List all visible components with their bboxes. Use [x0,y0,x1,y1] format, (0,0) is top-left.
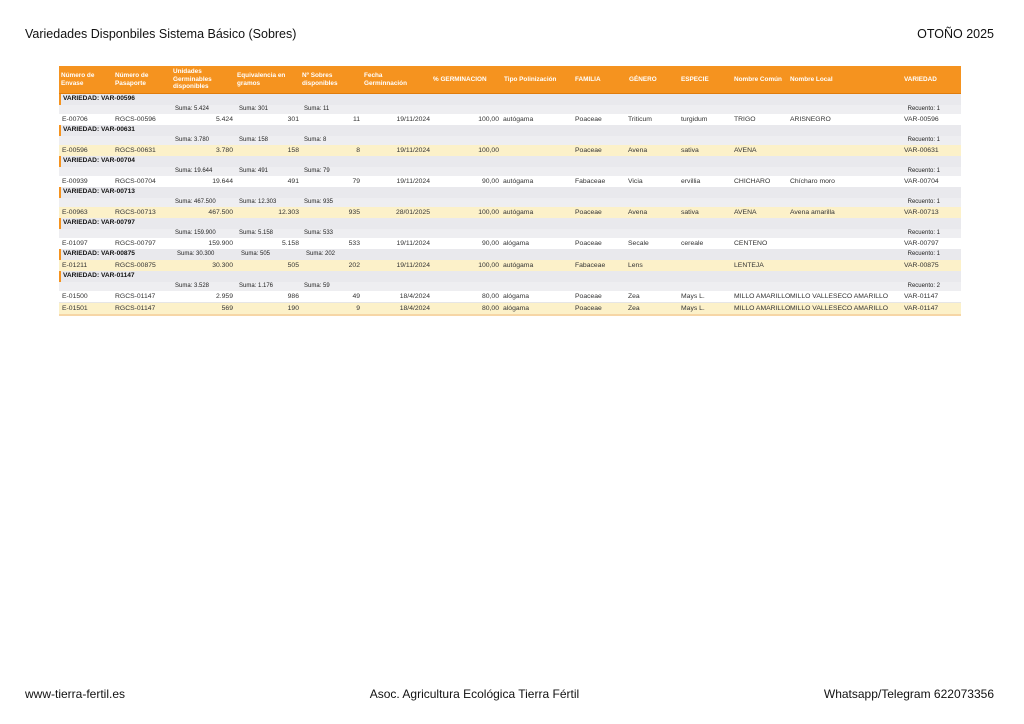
sum-gramos: Suma: 158 [239,137,269,143]
cell-especie: cereale [681,239,704,247]
cell-nombre-comun: AVENA [734,146,757,154]
sum-unidades: Suma: 30.300 [177,251,215,257]
table-row [59,260,961,271]
cell-genero: Lens [628,261,643,269]
sum-sobres: Suma: 8 [304,137,327,143]
sum-sobres: Suma: 533 [304,230,334,236]
cell-unidades: 3.780 [215,146,233,154]
varieties-report [59,66,961,316]
sum-gramos: Suma: 505 [241,251,271,257]
cell-germinacion: 80,00 [481,292,499,300]
column-header-especie: ESPECIE [681,75,709,83]
cell-fecha: 19/11/2024 [396,239,430,247]
cell-nombre-local: Avena amarilla [790,208,835,216]
cell-gramos: 505 [287,261,299,269]
cell-fecha: 18/4/2024 [399,304,430,312]
table-row [59,207,961,218]
cell-envase: E-01501 [62,304,88,312]
cell-envase: E-01097 [62,239,88,247]
sum-gramos: Suma: 12.303 [239,199,277,205]
cell-envase: E-00963 [62,208,88,216]
group-count: Recuento: 1 [907,137,940,143]
cell-sobres: 935 [348,208,360,216]
cell-especie: turgidum [681,115,708,123]
group-header [59,249,961,260]
cell-nombre-local: MILLO VALLESECO AMARILLO [790,304,889,312]
column-header-pasaporte: Número de Pasaporte [115,72,149,87]
group-count: Recuento: 1 [907,168,940,174]
group-sums [59,167,961,176]
footer-contact: Whatsapp/Telegram 622073356 [823,687,994,701]
cell-germinacion: 100,00 [478,261,499,269]
cell-pasaporte: RGCS-00875 [115,261,156,269]
sum-sobres: Suma: 79 [304,168,330,174]
cell-pasaporte: RGCS-00631 [115,146,156,154]
cell-unidades: 19.644 [212,177,233,185]
cell-gramos: 491 [287,177,299,185]
page-footer [25,687,994,701]
group-label: VARIEDAD: VAR-01147 [63,272,135,279]
footer-association: Asoc. Agricultura Ecológica Tierra Fértil [369,687,580,701]
cell-gramos: 5.158 [281,239,299,247]
sum-sobres: Suma: 935 [304,199,334,205]
cell-sobres: 8 [356,146,360,154]
cell-pasaporte: RGCS-00704 [115,177,156,185]
sum-unidades: Suma: 3.780 [175,137,210,143]
column-header-germinacion: % GERMINACION [433,75,487,83]
group-header [59,94,961,105]
group-label: VARIEDAD: VAR-00713 [63,188,135,195]
group-label: VARIEDAD: VAR-00797 [63,219,135,226]
cell-especie: sativa [681,208,699,216]
cell-nombre-comun: MILLO AMARILLO [734,304,791,312]
cell-polinizacion: alógama [503,304,530,312]
group-label: VARIEDAD: VAR-00596 [63,95,135,102]
cell-gramos: 301 [287,115,299,123]
column-header-polinizacion: Tipo Polinización [504,75,557,83]
group-sums [59,229,961,238]
cell-gramos: 986 [287,292,299,300]
cell-envase: E-00706 [62,115,88,123]
cell-fecha: 19/11/2024 [396,261,430,269]
cell-envase: E-00596 [62,146,88,154]
cell-variedad: VAR-01147 [904,304,939,312]
cell-variedad: VAR-00704 [904,177,939,185]
cell-especie: ervillia [681,177,701,185]
table-row [59,176,961,187]
cell-genero: Triticum [628,115,652,123]
cell-polinizacion: alógama [503,292,530,300]
group-sums [59,198,961,207]
cell-nombre-comun: MILLO AMARILLO [734,292,791,300]
column-header-unidades: Unidades Germinables disponibles [173,68,212,91]
cell-familia: Poaceae [575,208,602,216]
cell-familia: Poaceae [575,146,602,154]
sum-gramos: Suma: 301 [239,106,269,112]
group-header [59,271,961,282]
table-header [59,66,961,94]
cell-familia: Poaceae [575,304,602,312]
cell-nombre-comun: LENTEJA [734,261,764,269]
cell-envase: E-01500 [62,292,88,300]
sum-unidades: Suma: 3.528 [175,283,210,289]
cell-polinizacion: autógama [503,177,534,185]
cell-nombre-comun: TRIGO [734,115,756,123]
cell-especie: sativa [681,146,699,154]
cell-variedad: VAR-00875 [904,261,939,269]
group-header [59,125,961,136]
cell-familia: Poaceae [575,115,602,123]
group-header [59,218,961,229]
cell-pasaporte: RGCS-00596 [115,115,156,123]
table-row [59,303,961,314]
cell-nombre-local: ARISNEGRO [790,115,831,123]
cell-envase: E-00939 [62,177,88,185]
cell-pasaporte: RGCS-00797 [115,239,156,247]
group-header [59,156,961,167]
sum-unidades: Suma: 159.900 [175,230,216,236]
cell-fecha: 19/11/2024 [396,115,430,123]
cell-fecha: 19/11/2024 [396,146,430,154]
column-header-gramos: Equivalencia en gramos [237,72,286,87]
column-header-sobres: Nº Sobres disponibles [302,72,338,87]
cell-nombre-comun: AVENA [734,208,757,216]
cell-envase: E-01211 [62,261,88,269]
cell-polinizacion: autógama [503,115,534,123]
group-sums [59,136,961,145]
column-header-envase: Número de Envase [61,72,95,87]
cell-variedad: VAR-00797 [904,239,939,247]
cell-genero: Zea [628,304,640,312]
group-label: VARIEDAD: VAR-00875 [63,250,135,257]
sum-unidades: Suma: 19.644 [175,168,213,174]
column-header-familia: FAMILIA [575,75,601,83]
cell-pasaporte: RGCS-00713 [115,208,156,216]
report-title: Variedades Disponbiles Sistema Básico (Sobres) [25,27,297,41]
cell-variedad: VAR-00713 [904,208,939,216]
cell-germinacion: 100,00 [478,208,499,216]
column-header-comun: Nombre Común [734,75,782,83]
cell-polinizacion: autógama [503,261,534,269]
cell-variedad: VAR-00631 [904,146,939,154]
cell-unidades: 159.900 [208,239,233,247]
cell-genero: Avena [628,146,648,154]
cell-unidades: 30.300 [212,261,233,269]
cell-germinacion: 80,00 [481,304,499,312]
cell-familia: Fabaceae [575,177,606,185]
cell-germinacion: 100,00 [478,146,499,154]
cell-sobres: 79 [352,177,360,185]
cell-germinacion: 90,00 [481,239,499,247]
cell-genero: Avena [628,208,648,216]
column-header-genero: GÉNERO [629,75,657,83]
sum-unidades: Suma: 467.500 [175,199,216,205]
table-row [59,238,961,249]
cell-sobres: 11 [352,115,360,123]
page-header [25,27,994,41]
column-header-fecha: Fecha Germinnación [364,72,407,87]
cell-gramos: 158 [287,146,299,154]
table-row [59,114,961,125]
cell-nombre-local: MILLO VALLESECO AMARILLO [790,292,889,300]
column-header-local: Nombre Local [790,75,833,83]
cell-sobres: 202 [348,261,360,269]
cell-unidades: 2.959 [215,292,233,300]
cell-sobres: 49 [352,292,360,300]
cell-fecha: 28/01/2025 [395,208,430,216]
group-count: Recuento: 1 [907,199,940,205]
group-count: Recuento: 2 [907,283,940,289]
cell-polinizacion: autógama [503,208,534,216]
cell-especie: Mays L. [681,292,705,300]
table-row [59,145,961,156]
sum-sobres: Suma: 59 [304,283,330,289]
cell-variedad: VAR-00596 [904,115,939,123]
table-row [59,291,961,303]
cell-genero: Vicia [628,177,643,185]
sum-sobres: Suma: 202 [306,251,336,257]
group-sums [59,282,961,291]
group-header [59,187,961,198]
season-label: OTOÑO 2025 [917,27,994,41]
cell-nombre-local: Chícharo moro [790,177,835,185]
cell-pasaporte: RGCS-01147 [115,304,156,312]
cell-germinacion: 100,00 [478,115,499,123]
sum-gramos: Suma: 1.176 [239,283,274,289]
group-sums [59,105,961,114]
cell-nombre-comun: CENTENO [734,239,768,247]
group-count: Recuento: 1 [907,251,940,257]
cell-unidades: 5.424 [215,115,233,123]
group-count: Recuento: 1 [907,106,940,112]
cell-polinizacion: alógama [503,239,530,247]
cell-variedad: VAR-01147 [904,292,939,300]
cell-pasaporte: RGCS-01147 [115,292,156,300]
group-count: Recuento: 1 [907,230,940,236]
sum-sobres: Suma: 11 [304,106,330,112]
cell-nombre-comun: CHICHARO [734,177,771,185]
cell-gramos: 12.303 [278,208,299,216]
column-header-variedad: VARIEDAD [904,75,937,83]
cell-especie: Mays L. [681,304,705,312]
cell-genero: Secale [628,239,649,247]
sum-gramos: Suma: 5.158 [239,230,274,236]
group-label: VARIEDAD: VAR-00631 [63,126,135,133]
cell-unidades: 569 [221,304,233,312]
cell-familia: Fabaceae [575,261,606,269]
sum-gramos: Suma: 491 [239,168,269,174]
cell-familia: Poaceae [575,239,602,247]
cell-fecha: 18/4/2024 [399,292,430,300]
cell-unidades: 467.500 [208,208,233,216]
table-bottom-rule [59,314,961,316]
group-label: VARIEDAD: VAR-00704 [63,157,135,164]
cell-gramos: 190 [287,304,299,312]
cell-fecha: 19/11/2024 [396,177,430,185]
sum-unidades: Suma: 5.424 [175,106,210,112]
cell-sobres: 533 [348,239,360,247]
cell-genero: Zea [628,292,640,300]
cell-sobres: 9 [356,304,360,312]
cell-germinacion: 90,00 [481,177,499,185]
footer-website: www-tierra-fertil.es [25,687,126,701]
cell-familia: Poaceae [575,292,602,300]
